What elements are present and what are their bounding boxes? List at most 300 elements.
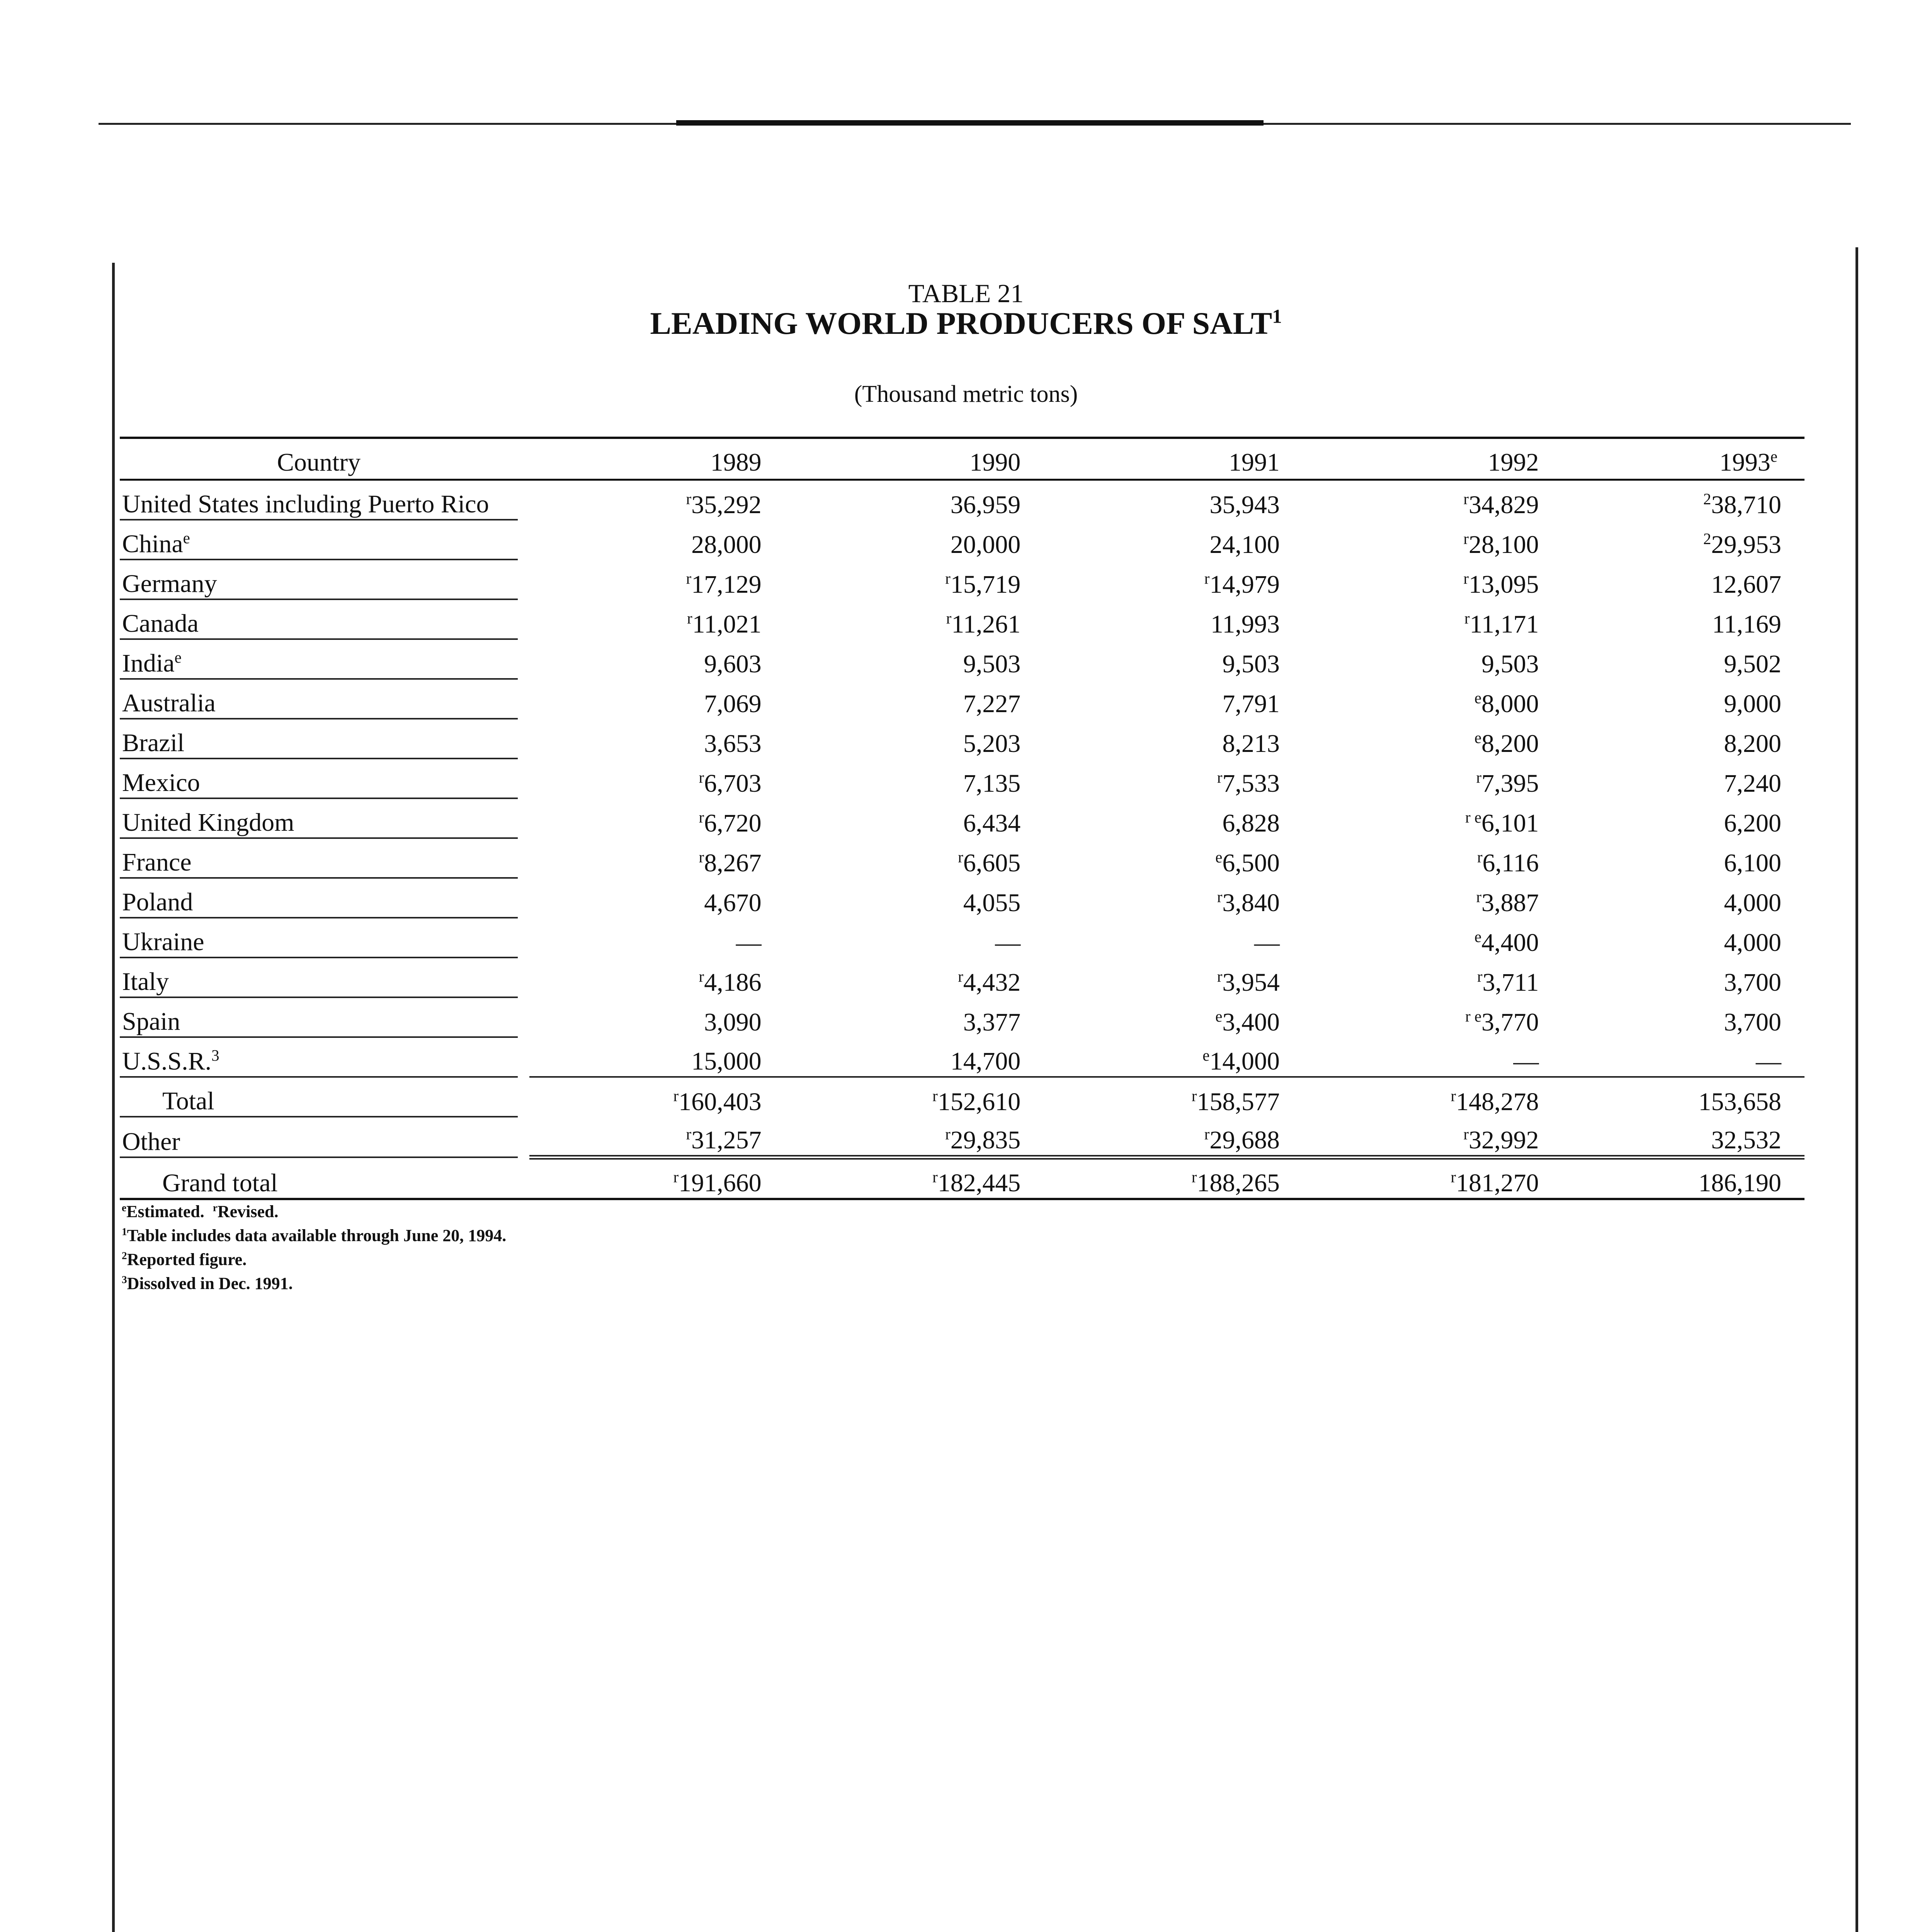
value-note: r (699, 769, 704, 786)
country-cell (120, 560, 518, 599)
value-cell (1048, 560, 1307, 599)
country-name: Canada (122, 609, 199, 638)
value-cell (529, 957, 789, 997)
value-text: 6,200 (1724, 809, 1781, 837)
value-text: 3,653 (704, 730, 762, 758)
value-cell (1307, 918, 1566, 957)
value-text: 12,607 (1711, 570, 1781, 599)
table-title-text: LEADING WORLD PRODUCERS OF SALT (650, 306, 1272, 341)
table-units: (Thousand metric tons) (854, 381, 1078, 407)
country-name: Brazil (122, 729, 185, 757)
value-cell (1048, 759, 1307, 798)
header-year-label: 1993 (1719, 448, 1770, 476)
value-text: 4,055 (963, 889, 1021, 917)
value-text: 148,278 (1456, 1088, 1539, 1116)
country-cell (120, 599, 518, 639)
value-text: 6,116 (1482, 849, 1539, 877)
table-row (120, 639, 1804, 679)
country-cell (120, 520, 518, 560)
value-cell (529, 878, 789, 918)
table-header-row (120, 438, 1804, 480)
value-text: 15,000 (691, 1047, 762, 1075)
title-footnote-mark: 1 (1272, 305, 1282, 327)
value-cell (789, 798, 1048, 838)
value-cell (1566, 957, 1805, 997)
value-note: e (1202, 1047, 1210, 1064)
table-row (120, 1117, 1804, 1157)
value-cell (1307, 719, 1566, 759)
country-cell (120, 957, 518, 997)
country-cell (120, 997, 518, 1037)
value-cell (1307, 1037, 1566, 1077)
value-cell (1566, 719, 1805, 759)
country-name: India (122, 649, 175, 677)
value-text: 6,434 (963, 809, 1021, 837)
footnote-mark: 1 (122, 1226, 127, 1238)
value-cell (1566, 918, 1805, 957)
gap-cell (518, 520, 529, 560)
value-cell (1048, 679, 1307, 719)
table-row (120, 560, 1804, 599)
value-text: 28,100 (1469, 531, 1539, 559)
table-row (120, 997, 1804, 1037)
country-cell (120, 918, 518, 957)
value-text: 8,267 (704, 849, 762, 877)
value-cell (1048, 878, 1307, 918)
value-cell (1048, 1117, 1307, 1157)
footnote-text: Revised. (217, 1202, 279, 1221)
value-note: e (1215, 1008, 1223, 1025)
value-text: 181,270 (1456, 1169, 1539, 1197)
value-text: 3,377 (963, 1008, 1021, 1036)
value-cell (789, 838, 1048, 878)
header-year-label: 1992 (1488, 448, 1539, 476)
gap-cell (518, 918, 529, 957)
value-text: 6,101 (1481, 809, 1539, 837)
value-cell (1307, 639, 1566, 679)
value-cell (1307, 480, 1566, 520)
value-text: 191,660 (679, 1169, 762, 1197)
value-text: — (736, 929, 762, 957)
value-note: r (1463, 530, 1469, 548)
value-cell (529, 679, 789, 719)
country-cell (120, 1037, 518, 1077)
value-text: 9,502 (1724, 650, 1781, 678)
gap-cell (518, 1157, 529, 1199)
footnote-mark: 3 (122, 1274, 127, 1286)
country-name: Poland (122, 888, 193, 916)
country-name: Other (122, 1128, 180, 1156)
value-note: r (932, 1087, 938, 1105)
table-row (120, 918, 1804, 957)
table-number: TABLE 21 (908, 279, 1024, 308)
value-cell (789, 639, 1048, 679)
country-cell (120, 679, 518, 719)
value-text: 6,605 (963, 849, 1021, 877)
value-cell (529, 997, 789, 1037)
country-cell (120, 480, 518, 520)
table-body (120, 480, 1804, 1199)
value-cell (1566, 1117, 1805, 1157)
value-cell (529, 1077, 789, 1117)
header-year-1991 (1048, 438, 1307, 480)
value-cell (1566, 1077, 1805, 1117)
value-note: r (958, 968, 963, 985)
value-cell (789, 957, 1048, 997)
value-text: 14,979 (1209, 570, 1280, 599)
value-cell (1307, 997, 1566, 1037)
value-cell (1566, 560, 1805, 599)
value-text: 29,688 (1209, 1126, 1280, 1154)
value-text: 4,186 (704, 968, 762, 997)
value-text: 11,171 (1469, 610, 1539, 638)
value-text: 3,090 (704, 1008, 762, 1036)
footnote-text: Table includes data available through June 20, 1994. (127, 1226, 507, 1245)
value-text: 3,840 (1222, 889, 1280, 917)
country-name: Australia (122, 689, 216, 717)
value-note: r (699, 968, 704, 985)
value-cell (1566, 679, 1805, 719)
country-name: United States including Puerto Rico (122, 490, 489, 518)
gap-cell (518, 957, 529, 997)
value-text: 31,257 (691, 1126, 762, 1154)
value-note: r (1451, 1087, 1456, 1105)
value-note: e (1474, 928, 1481, 946)
value-text: 5,203 (963, 730, 1021, 758)
value-text: 188,265 (1197, 1169, 1280, 1197)
table-row (120, 1037, 1804, 1077)
value-text: 24,100 (1209, 531, 1280, 559)
country-cell (120, 838, 518, 878)
value-note: r (1191, 1087, 1197, 1105)
value-text: 3,711 (1482, 968, 1539, 997)
value-cell (1307, 957, 1566, 997)
country-name: U.S.S.R. (122, 1047, 212, 1075)
value-note: r (1463, 1126, 1469, 1143)
country-cell (120, 878, 518, 918)
header-year-note: e (1770, 448, 1777, 465)
value-text: 7,069 (704, 690, 762, 718)
value-cell (789, 918, 1048, 957)
table-row (120, 719, 1804, 759)
gap-cell (518, 639, 529, 679)
value-cell (1307, 798, 1566, 838)
header-country: Country (120, 438, 518, 480)
value-cell (1566, 599, 1805, 639)
top-rule-thick (676, 120, 1264, 126)
value-text: 38,710 (1711, 491, 1781, 519)
value-cell (789, 1037, 1048, 1077)
table-row (120, 878, 1804, 918)
value-text: 36,959 (950, 491, 1021, 519)
value-cell (789, 997, 1048, 1037)
value-note: r (686, 490, 692, 508)
value-note: r e (1465, 1008, 1481, 1025)
value-text: 9,603 (704, 650, 762, 678)
value-text: 7,135 (963, 769, 1021, 798)
value-text: 4,432 (963, 968, 1021, 997)
value-text: 6,703 (704, 769, 762, 798)
gap-cell (518, 759, 529, 798)
footnote-mark: e (122, 1202, 127, 1214)
country-name: Grand total (162, 1169, 278, 1197)
footnote-text: Reported figure. (127, 1250, 247, 1269)
gap-cell (518, 679, 529, 719)
value-text: 9,503 (963, 650, 1021, 678)
footnote-mark: r (213, 1202, 218, 1214)
gap-cell (518, 599, 529, 639)
value-cell (789, 599, 1048, 639)
value-note: r (1477, 849, 1483, 866)
country-cell (120, 759, 518, 798)
footnote-line (122, 1248, 506, 1272)
value-cell (1307, 878, 1566, 918)
header-year-1989 (529, 438, 789, 480)
gap-cell (518, 997, 529, 1037)
value-text: 153,658 (1698, 1088, 1781, 1116)
value-cell (1307, 1077, 1566, 1117)
value-cell (1048, 838, 1307, 878)
value-text: 158,577 (1197, 1088, 1280, 1116)
value-cell (529, 759, 789, 798)
value-cell (1307, 520, 1566, 560)
value-text: 4,670 (704, 889, 762, 917)
value-note: e (1215, 849, 1223, 866)
value-cell (1566, 997, 1805, 1037)
country-note: e (174, 649, 182, 666)
country-name: China (122, 530, 183, 558)
value-text: 9,503 (1222, 650, 1280, 678)
country-name: Germany (122, 570, 217, 598)
value-cell (1566, 480, 1805, 520)
value-cell (1566, 759, 1805, 798)
value-text: — (1513, 1047, 1539, 1075)
value-note: r (1451, 1168, 1456, 1186)
table-row (120, 957, 1804, 997)
value-cell (1048, 798, 1307, 838)
value-cell (1048, 719, 1307, 759)
value-text: 14,700 (950, 1047, 1021, 1075)
value-text: 15,719 (950, 570, 1021, 599)
value-cell (789, 759, 1048, 798)
value-text: 20,000 (950, 531, 1021, 559)
value-cell (529, 1037, 789, 1077)
table-row (120, 679, 1804, 719)
country-cell (120, 719, 518, 759)
value-note: r (946, 610, 952, 627)
value-text: 7,533 (1222, 769, 1280, 798)
value-cell (1307, 1157, 1566, 1199)
value-text: 8,213 (1222, 730, 1280, 758)
value-note: r (958, 849, 963, 866)
value-note: e (1474, 689, 1481, 707)
value-text: 29,953 (1711, 531, 1781, 559)
footnote-line (122, 1224, 506, 1248)
value-text: 17,129 (691, 570, 762, 599)
country-name: France (122, 848, 192, 876)
footnote-text: Dissolved in Dec. 1991. (127, 1274, 293, 1293)
value-note: r (686, 1126, 692, 1143)
value-text: 3,954 (1222, 968, 1280, 997)
value-note: r (1217, 968, 1223, 985)
header-gap (518, 438, 529, 480)
value-cell (1566, 1157, 1805, 1199)
right-frame-line (1855, 247, 1858, 1932)
value-note: r (699, 849, 704, 866)
value-text: 4,400 (1481, 929, 1539, 957)
value-cell (789, 520, 1048, 560)
value-cell (529, 480, 789, 520)
header-year-1990 (789, 438, 1048, 480)
value-cell (1048, 957, 1307, 997)
value-text: — (995, 929, 1021, 957)
value-note: r (1463, 570, 1469, 587)
value-text: 3,700 (1724, 968, 1781, 997)
value-text: 6,100 (1724, 849, 1781, 877)
header-year-label: 1990 (969, 448, 1021, 476)
value-note: r (932, 1168, 938, 1186)
value-text: 9,000 (1724, 690, 1781, 718)
value-note: r (686, 570, 692, 587)
gap-cell (518, 798, 529, 838)
footnote-line (122, 1200, 506, 1224)
value-text: 4,000 (1724, 929, 1781, 957)
value-text: 13,095 (1469, 570, 1539, 599)
table-title (502, 305, 1430, 342)
value-cell (1048, 480, 1307, 520)
value-cell (789, 1077, 1048, 1117)
country-cell (120, 1117, 518, 1157)
value-cell (1566, 639, 1805, 679)
value-note: r (1476, 888, 1481, 906)
value-cell (789, 719, 1048, 759)
value-note: r (687, 610, 692, 627)
value-note: r e (1465, 809, 1481, 826)
value-text: 35,943 (1209, 491, 1280, 519)
country-name: United Kingdom (122, 808, 294, 837)
value-text: 6,720 (704, 809, 762, 837)
value-text: — (1254, 929, 1280, 957)
value-note: e (1474, 729, 1481, 747)
value-cell (789, 679, 1048, 719)
gap-cell (518, 480, 529, 520)
value-cell (1048, 639, 1307, 679)
footnote-text: Estimated. (126, 1202, 204, 1221)
value-note: r (673, 1087, 679, 1105)
value-cell (1566, 838, 1805, 878)
value-cell (1307, 838, 1566, 878)
value-cell (1307, 759, 1566, 798)
value-text: 3,700 (1724, 1008, 1781, 1036)
value-cell (1566, 878, 1805, 918)
table-row (120, 520, 1804, 560)
value-text: 182,445 (937, 1169, 1021, 1197)
value-cell (789, 480, 1048, 520)
value-note: r (699, 809, 704, 826)
value-cell (1048, 918, 1307, 957)
value-text: 32,532 (1711, 1126, 1781, 1154)
country-cell (120, 1077, 518, 1117)
value-text: 11,261 (951, 610, 1021, 638)
value-text: 9,503 (1481, 650, 1539, 678)
country-note: 3 (211, 1047, 219, 1064)
value-cell (529, 918, 789, 957)
country-cell (120, 798, 518, 838)
value-text: 3,770 (1481, 1008, 1539, 1036)
value-text: 7,240 (1724, 769, 1781, 798)
salt-producers-table (120, 437, 1804, 1200)
value-note: r (1204, 570, 1210, 587)
value-text: 6,500 (1222, 849, 1280, 877)
value-cell (789, 1157, 1048, 1199)
value-text: 11,993 (1210, 610, 1280, 638)
value-note: 2 (1703, 530, 1711, 548)
header-year-label: 1989 (710, 448, 762, 476)
header-year-1993 (1566, 438, 1805, 480)
value-cell (789, 878, 1048, 918)
value-note: r (1476, 769, 1481, 786)
value-text: 3,887 (1481, 889, 1539, 917)
value-cell (1566, 520, 1805, 560)
table-row (120, 1157, 1804, 1199)
value-cell (1307, 679, 1566, 719)
value-text: 32,992 (1469, 1126, 1539, 1154)
table-row (120, 759, 1804, 798)
footnote-mark: 2 (122, 1250, 127, 1262)
table-row (120, 838, 1804, 878)
gap-cell (518, 838, 529, 878)
value-text: 152,610 (937, 1088, 1021, 1116)
header-year-1992 (1307, 438, 1566, 480)
value-text: 8,000 (1481, 690, 1539, 718)
country-name: Italy (122, 968, 169, 996)
value-note: r (1191, 1168, 1197, 1186)
value-cell (529, 798, 789, 838)
value-note: r (1477, 968, 1483, 985)
country-name: Ukraine (122, 928, 204, 956)
value-note: r (1464, 610, 1470, 627)
country-cell (120, 1157, 518, 1199)
footnote-line (122, 1272, 506, 1296)
value-text: 7,395 (1481, 769, 1539, 798)
gap-cell (518, 1117, 529, 1157)
country-cell (120, 639, 518, 679)
value-text: 35,292 (691, 491, 762, 519)
value-note: 2 (1703, 490, 1711, 508)
table-row (120, 798, 1804, 838)
gap-cell (518, 719, 529, 759)
value-text: 11,169 (1712, 610, 1781, 638)
footnotes (122, 1200, 506, 1296)
value-text: 3,400 (1222, 1008, 1280, 1036)
gap-cell (518, 1037, 529, 1077)
value-cell (1048, 599, 1307, 639)
value-text: 8,200 (1481, 730, 1539, 758)
value-text: 7,227 (963, 690, 1021, 718)
value-text: 8,200 (1724, 730, 1781, 758)
value-cell (1307, 1117, 1566, 1157)
value-text: 7,791 (1222, 690, 1280, 718)
value-note: r (1204, 1126, 1210, 1143)
value-cell (1048, 1037, 1307, 1077)
value-cell (1048, 520, 1307, 560)
value-cell (529, 838, 789, 878)
table-row (120, 599, 1804, 639)
value-cell (529, 719, 789, 759)
country-name: Total (162, 1087, 214, 1115)
value-text: 186,190 (1698, 1169, 1781, 1197)
value-cell (789, 1117, 1048, 1157)
